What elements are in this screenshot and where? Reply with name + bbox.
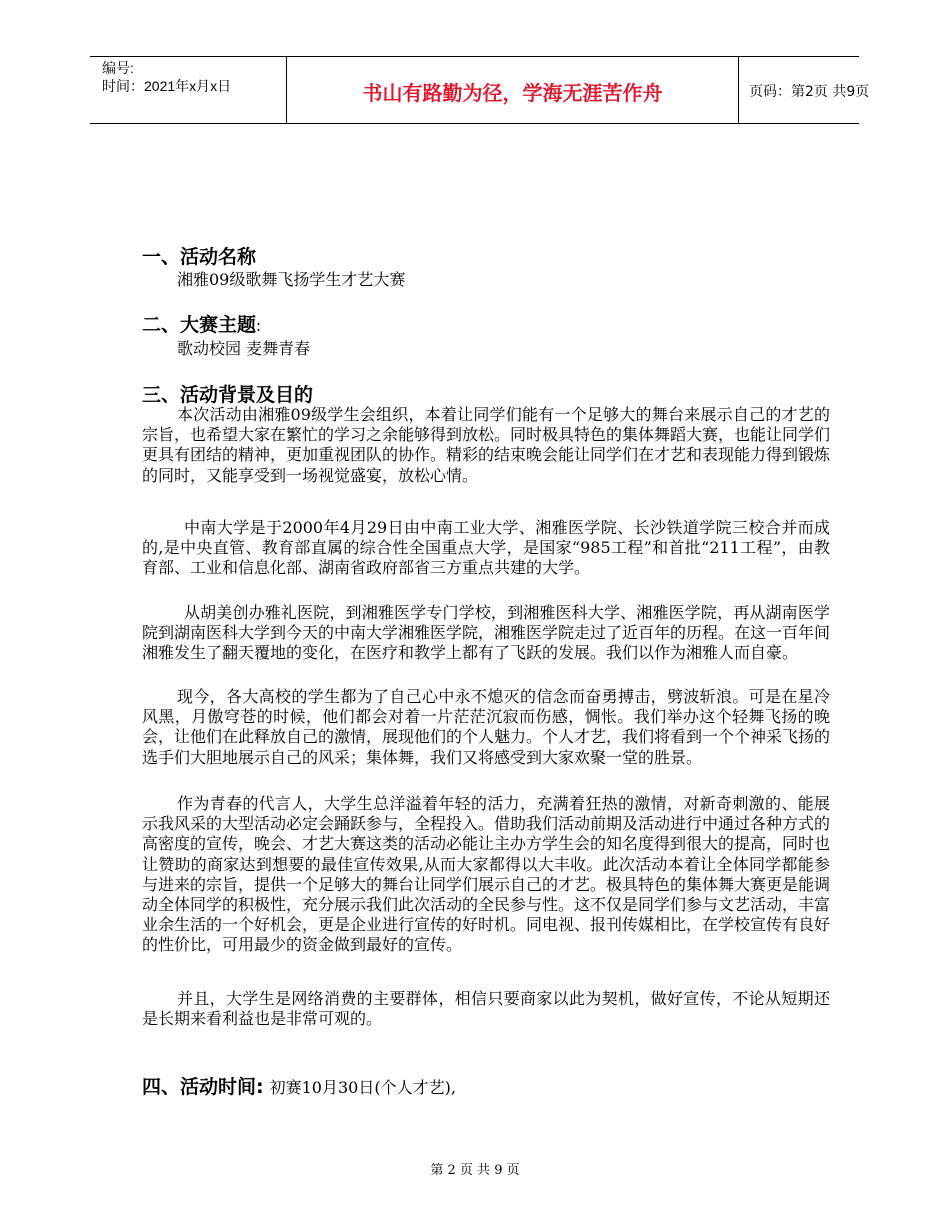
header-motto: 书山有路勤为径，学海无涯苦作舟 [362, 81, 663, 105]
document-time-label: 时间：2021年x月x日 [102, 78, 232, 94]
header-page-cell [739, 57, 870, 123]
section-3-paragraph-4: 现今，各大高校的学生都为了自己心中永不熄灭的信念而奋勇搏击，劈波斩浪。可是在星冷风黑，月傲穹苍的时候，他们都会对着一片茫茫沉寂而伤感，惆怅。我们举办这个轻舞飞扬的晚会，让他们在此释放自己的激情，展现他们的个人魅力。个人才艺，我们将看到一个个神采飞扬的选手们大胆地展示自己的风采；集体舞，我们又将感受到大家欢聚一堂的胜景。 [142, 687, 831, 767]
section-1-body: 湘雅09级歌舞飞扬学生才艺大赛 [177, 270, 406, 289]
section-2-heading-text: 二、大赛主题 [142, 314, 257, 336]
page-footer: 第 2 页 共 9 页 [430, 1163, 520, 1178]
section-4-heading [142, 1076, 456, 1099]
section-3-paragraph-1: 本次活动由湘雅09级学生会组织，本着让同学们能有一个足够大的舞台来展示自己的才艺的宗旨，也希望大家在繁忙的学习之余能够得到放松。同时极具特色的集体舞蹈大赛，也能让同学们更具有团结的精神，更加重视团队的协作。精彩的结束晚会能让同学们在才艺和表现能力得到锻炼的同时，又能享受到一场视觉盛宴，放松心情。 [142, 405, 831, 485]
header-page-number: 页码：第2页 共9页 [749, 84, 870, 100]
document-number-label: 编号: [102, 60, 134, 76]
section-2-body: 歌动校园 麦舞青春 [177, 339, 311, 358]
section-3-paragraph-3: 从胡美创办雅礼医院，到湘雅医学专门学校，到湘雅医科大学、湘雅医学院，再从湖南医学院到湖南医科大学到今天的中南大学湘雅医学院，湘雅医学院走过了近百年的历程。在这一百年间湘雅发生了翻天覆地的变化，在医疗和教学上都有了飞跃的发展。我们以作为湘雅人而自豪。 [142, 603, 831, 663]
section-2-heading-colon: : [256, 317, 262, 335]
section-1-heading: 一、活动名称 [142, 246, 257, 268]
section-3-paragraph-2: 中南大学是于2000年4月29日由中南工业大学、湘雅医学院、长沙铁道学院三校合并而成的,是中央直管、教育部直属的综合性全国重点大学，是国家“985工程”和首批“211工程”，由教育部、工业和信息化部、湖南省政府部省三方重点共建的大学。 [142, 518, 830, 578]
section-3-paragraph-5: 作为青春的代言人，大学生总洋溢着年轻的活力，充满着狂热的激情，对新奇刺激的、能展示我风采的大型活动必定会踊跃参与，全程投入。借助我们活动前期及活动进行中通过各种方式的高密度的宣传，晚会、才艺大赛这类的活动必能让主办方学生会的知名度得到很大的提高，同时也让赞助的商家达到想要的最佳宣传效果,从而大家都得以大丰收。此次活动本着让全体同学都能参与进来的宗旨，提供一个足够大的舞台让同学们展示自己的才艺。极具特色的集体舞大赛更是能调动全体同学的积极性，充分展示我们此次活动的全民参与性。这不仅是同学们参与文艺活动，丰富业余生活的一个好机会，更是企业进行宣传的好时机。同电视、报刊传媒相比，在学校宣传有良好的性价比，可用最少的资金做到最好的宣传。 [142, 794, 831, 955]
section-4-heading-text: 四、活动时间: [142, 1076, 264, 1098]
section-3-paragraph-6: 并且，大学生是网络消费的主要群体，相信只要商家以此为契机，做好宣传，不论从短期还是长期来看利益也是非常可观的。 [142, 989, 830, 1029]
section-4-body: 初赛10月30日(个人才艺), [269, 1078, 456, 1097]
header-table [90, 56, 870, 124]
header-motto-cell [287, 57, 739, 123]
section-3-heading: 三、活动背景及目的 [142, 384, 314, 406]
header-meta-cell [90, 57, 287, 123]
section-2-heading [142, 314, 261, 337]
